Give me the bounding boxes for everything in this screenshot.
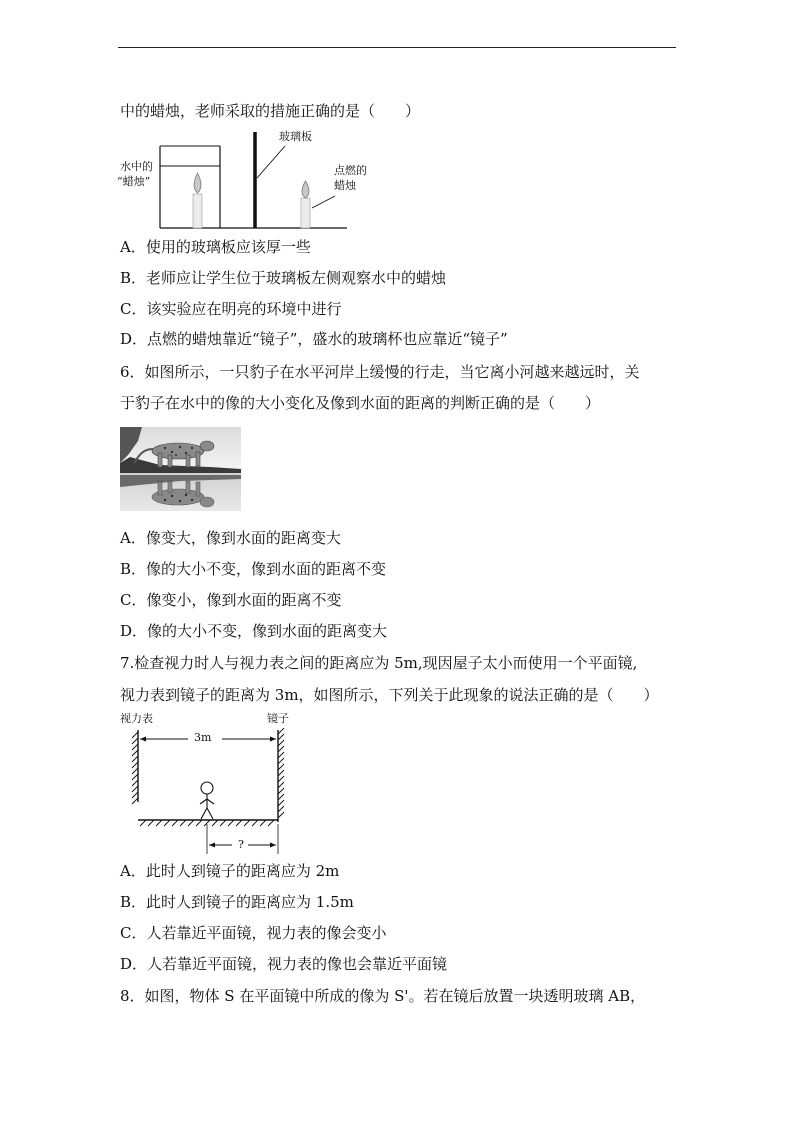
q6-option-d: D．像的大小不变，像到水面的距离变大	[120, 622, 388, 640]
q5-lit-candle	[301, 198, 310, 228]
q7-distance-label: 3m	[194, 731, 212, 744]
q6-leopard-photo	[120, 427, 241, 511]
q6-option-c: C．像变小，像到水面的距离不变	[120, 591, 342, 609]
q7-option-c: C．人若靠近平面镜，视力表的像会变小	[120, 924, 387, 942]
q5-candle-pointer	[312, 196, 335, 208]
q8-stem-line1: 8．如图，物体 S 在平面镜中所成的像为 S'。若在镜后放置一块透明玻璃 AB，	[120, 987, 646, 1005]
q5-lit-flame	[302, 181, 309, 198]
q7-unknown-label: ?	[238, 838, 244, 851]
q7-stem-line2: 视力表到镜子的距离为 3m，如图所示，下列关于此现象的说法正确的是（ ）	[120, 686, 659, 704]
q6-stem-line1: 6．如图所示，一只豹子在水平河岸上缓慢的行走，当它离小河越来越远时，关	[120, 363, 640, 381]
q6-option-b: B．像的大小不变，像到水面的距离不变	[120, 560, 387, 578]
q5-water-flame	[194, 173, 201, 193]
q5-glass-pointer	[257, 146, 285, 178]
q7-person	[200, 782, 214, 819]
q5-option-a: A．使用的玻璃板应该厚一些	[120, 238, 311, 256]
q6-stem-line2: 于豹子在水中的像的大小变化及像到水面的距离的判断正确的是（ ）	[120, 394, 601, 412]
q7-option-d: D．人若靠近平面镜，视力表的像也会靠近平面镜	[120, 955, 448, 973]
q5-candle-label-1: 点燃的	[334, 164, 367, 177]
q5-option-d: D．点燃的蜡烛靠近“镜子”，盛水的玻璃杯也应靠近“镜子”	[120, 330, 508, 348]
q5-stem: 中的蜡烛，老师采取的措施正确的是（ ）	[120, 102, 421, 120]
q5-water-label-1: 水中的	[120, 160, 153, 173]
q5-candle-label-2: 蜡烛	[334, 179, 356, 192]
q5-water-candle	[193, 194, 202, 228]
q5-figure	[115, 126, 365, 232]
q5-option-c: C．该实验应在明亮的环境中进行	[120, 300, 342, 318]
header-rule	[118, 47, 676, 48]
q7-option-a: A．此时人到镜子的距离应为 2m	[120, 862, 340, 880]
q7-option-b: B．此时人到镜子的距离应为 1.5m	[120, 893, 354, 911]
q7-chart-label: 视力表	[120, 712, 153, 725]
q5-water-label-2: “蜡烛”	[117, 175, 151, 188]
q7-stem-line1: 7.检查视力时人与视力表之间的距离应为 5m,现因屋子太小而使用一个平面镜,	[120, 654, 638, 672]
q5-glass-label: 玻璃板	[279, 130, 312, 143]
q7-mirror-label: 镜子	[267, 712, 289, 725]
q6-option-a: A．像变大，像到水面的距离变大	[120, 529, 341, 547]
q5-option-b: B．老师应让学生位于玻璃板左侧观察水中的蜡烛	[120, 269, 447, 287]
q7-figure	[126, 728, 296, 856]
